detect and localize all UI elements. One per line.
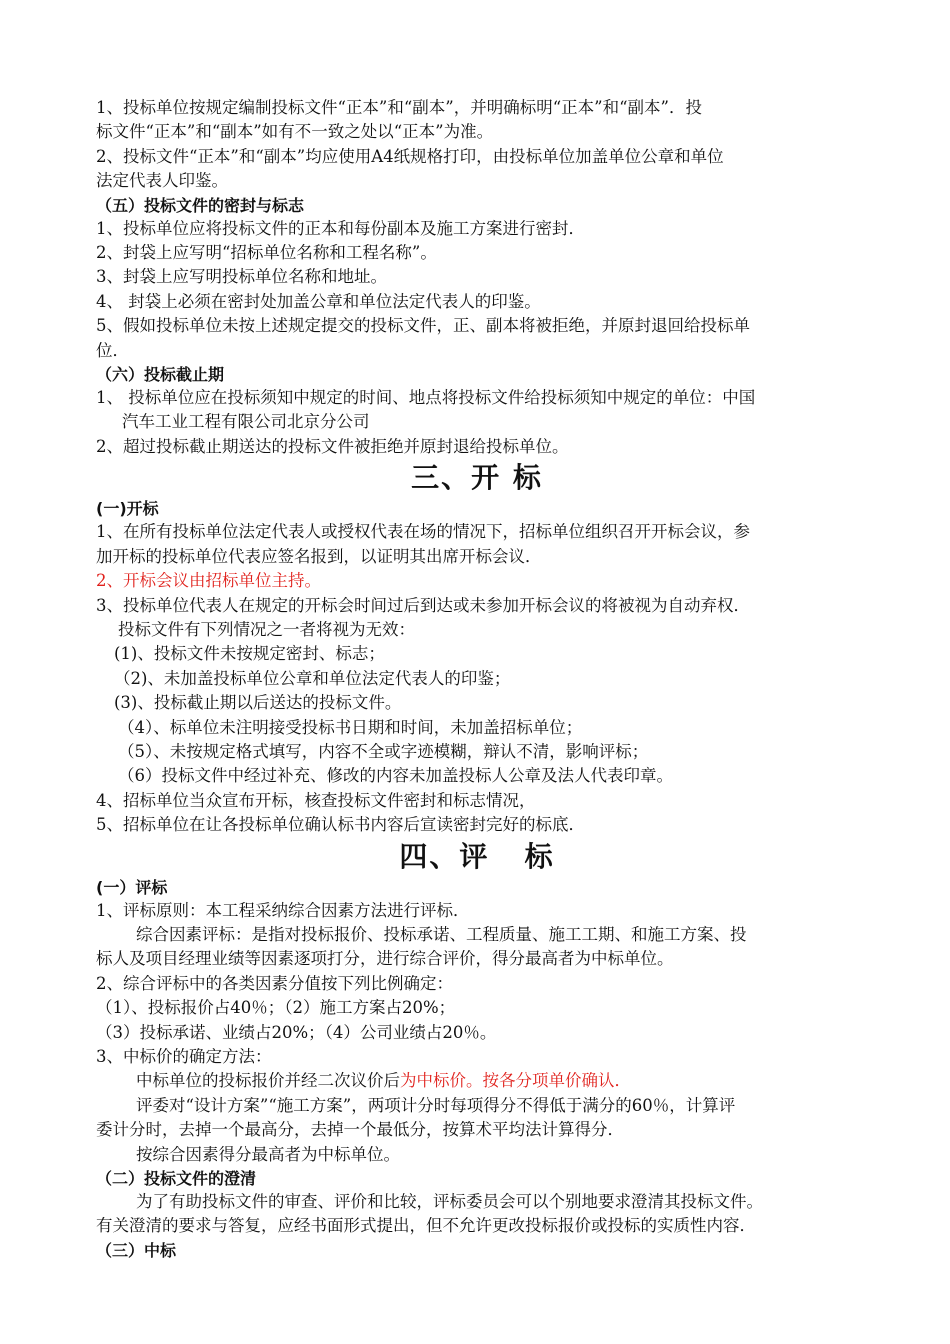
paragraph: 标人及项目经理业绩等因素逐项打分，进行综合评价，得分最高者为中标单位。 [96, 949, 674, 969]
list-item: 2、封袋上应写明“招标单位名称和工程名称”。 [96, 243, 437, 263]
invalid-condition: （6）投标文件中经过补充、修改的内容未加盖投标人公章及法人代表印章。 [118, 766, 673, 786]
paragraph: 评委对“设计方案”“施工方案”，两项计分时每项得分不得低于满分的60％，计算评 [136, 1095, 736, 1115]
section-heading: (一）评标 [96, 877, 168, 897]
list-item-continuation: 汽车工业工程有限公司北京分公司 [122, 412, 370, 432]
paragraph: 5、招标单位在让各投标单位确认标书内容后宣读密封完好的标底． [96, 815, 585, 835]
list-item: 1、 投标单位应在投标须知中规定的时间、地点将投标文件给投标须知中规定的单位：中国 [96, 388, 756, 408]
invalid-condition: （5）、未按规定格式填写，内容不全或字迹模糊，辩认不清，影响评标； [118, 741, 649, 761]
paragraph: 1、投标单位按规定编制投标文件“正本”和“副本”，并明确标明“正本”和“副本”．投 [96, 98, 702, 117]
paragraph: 有关澄清的要求与答复，应经书面形式提出，但不允许更改投标报价或投标的实质性内容． [96, 1216, 756, 1236]
invalid-condition: （2)、未加盖投标单位公章和单位法定代表人的印鉴； [114, 668, 511, 688]
paragraph: 投标文件有下列情况之一者将视为无效： [118, 619, 415, 639]
ratio-line: （1）、投标报价占40％；（2）施工方案占20%； [96, 998, 456, 1018]
paragraph: 法定代表人印鉴。 [96, 171, 228, 191]
paragraph: 标文件“正本”和“副本”如有不一致之处以“正本”为准。 [96, 122, 494, 142]
list-item: 3、封袋上应写明投标单位名称和地址。 [96, 267, 387, 287]
invalid-condition: (3)、投标截止期以后送达的投标文件。 [114, 693, 402, 713]
paragraph: 为了有助投标文件的审查、评价和比较，评标委员会可以个别地要求澄清其投标文件。 [136, 1192, 763, 1212]
paragraph: 2、投标文件“正本”和“副本”均应使用A4纸规格打印，由投标单位加盖单位公章和单位 [96, 146, 724, 166]
paragraph: 1、在所有投标单位法定代表人或授权代表在场的情况下，招标单位组织召开开标会议，参 [96, 522, 750, 542]
section-heading: （五）投标文件的密封与标志 [96, 195, 305, 215]
highlighted-paragraph: 2、开标会议由招标单位主持。 [96, 571, 321, 591]
section-heading: (一)开标 [96, 499, 159, 519]
text-span: 中标单位的投标报价并经二次议价后 [136, 1071, 400, 1091]
paragraph: 加开标的投标单位代表应签名报到，以证明其出席开标会议． [96, 546, 542, 566]
list-item: 1、投标单位应将投标文件的正本和每份副本及施工方案进行密封． [96, 218, 585, 238]
paragraph: 3、中标价的确定方法： [96, 1047, 272, 1066]
paragraph: 2、综合评标中的各类因素分值按下列比例确定： [96, 973, 453, 993]
highlighted-text: 为中标价。按各分项单价确认． [400, 1071, 631, 1091]
section-heading: （二）投标文件的澄清 [96, 1169, 257, 1189]
list-item: 5、假如投标单位未按上述规定提交的投标文件，正、副本将被拒绝，并原封退回给投标单 [96, 316, 750, 336]
paragraph: 按综合因素得分最高者为中标单位。 [136, 1144, 400, 1164]
invalid-condition: （4）、标单位未注明接受投标书日期和时间，未加盖招标单位； [118, 717, 583, 737]
invalid-condition: (1)、投标文件未按规定密封、标志； [114, 644, 385, 664]
list-item: 位． [96, 340, 129, 360]
section-heading: （六）投标截止期 [96, 365, 225, 385]
part-title: 四、评 标 [399, 839, 555, 873]
part-title: 三、开 标 [411, 461, 543, 495]
list-item: 4、 封袋上必须在密封处加盖公章和单位法定代表人的印鉴。 [96, 291, 541, 311]
list-item: 2、超过投标截止期送达的投标文件被拒绝并原封退给投标单位。 [96, 436, 569, 456]
document-page [96, 96, 858, 1262]
section-heading: （三）中标 [96, 1240, 177, 1260]
paragraph [96, 1069, 858, 1093]
paragraph: 3、投标单位代表人在规定的开标会时间过后到达或未参加开标会议的将被视为自动弃权． [96, 595, 750, 615]
paragraph: 4、招标单位当众宣布开标，核查投标文件密封和标志情况， [96, 790, 536, 810]
paragraph: 委计分时，去掉一个最高分，去掉一个最低分，按算术平均法计算得分． [96, 1120, 624, 1140]
ratio-line: （3）投标承诺、业绩占20%；（4）公司业绩占20％。 [96, 1022, 497, 1042]
paragraph: 综合因素评标：是指对投标报价、投标承诺、工程质量、施工工期、和施工方案、投 [136, 924, 747, 944]
paragraph: 1、评标原则：本工程采纳综合因素方法进行评标． [96, 900, 470, 920]
